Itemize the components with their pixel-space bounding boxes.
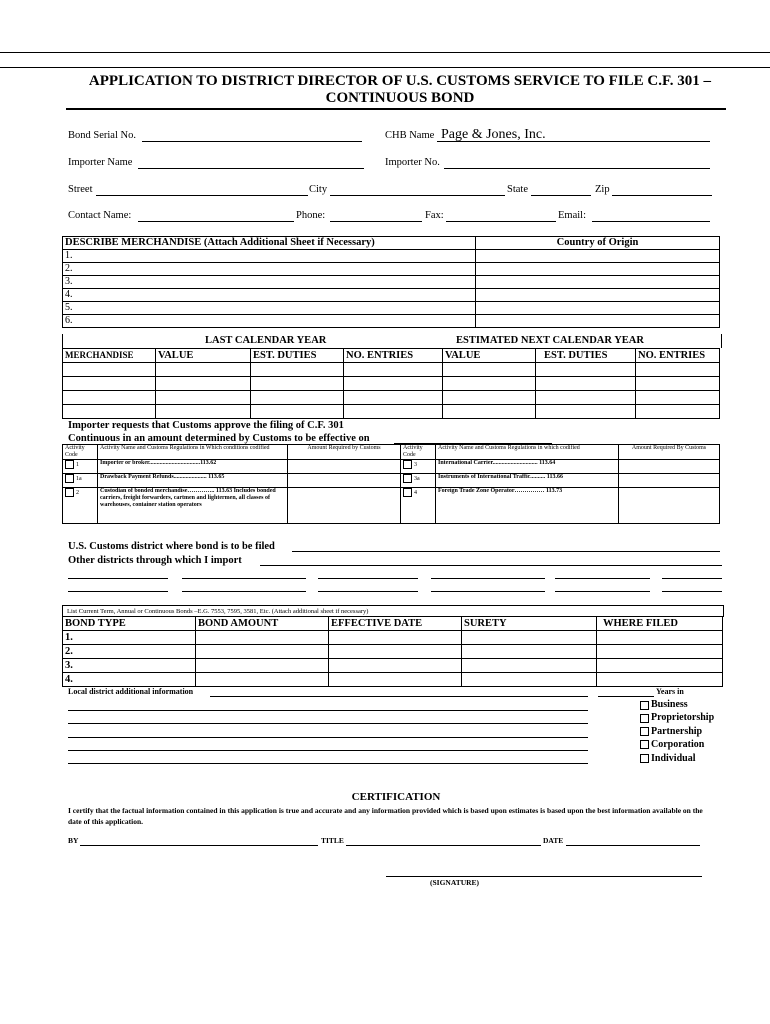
phone-field[interactable]: [330, 210, 422, 222]
last-year-label: LAST CALENDAR YEAR: [205, 335, 327, 346]
district-blank[interactable]: [555, 580, 650, 592]
local-info-line[interactable]: [68, 713, 588, 724]
origin-cell[interactable]: [476, 263, 720, 276]
act-h-name: Activity Name and Customs Regulations in Which conditions codified: [98, 445, 288, 460]
district-blank[interactable]: [68, 567, 168, 579]
chb-name-field[interactable]: [437, 128, 710, 142]
city-label: City: [309, 184, 328, 195]
email-label: Email:: [558, 210, 586, 221]
bond-cell[interactable]: [329, 631, 462, 645]
signature-field[interactable]: [386, 868, 702, 877]
importer-name-field[interactable]: [138, 157, 364, 169]
phone-label: Phone:: [296, 210, 326, 221]
district-blank[interactable]: [662, 567, 722, 579]
origin-cell[interactable]: [476, 302, 720, 315]
state-label: State: [507, 184, 528, 195]
bond-row[interactable]: 1.: [63, 631, 196, 645]
act-code[interactable]: 3: [401, 460, 436, 474]
history-cell[interactable]: [251, 377, 344, 391]
zip-field[interactable]: [612, 184, 712, 196]
district-blank[interactable]: [431, 580, 545, 592]
checkbox-icon: [640, 727, 649, 736]
act-name: Custodian of bonded merchandise………….. 113.63 Includes bonded carriers, freight forwarders, cartmen and lightermen, all classes of warehouses, container station operators: [98, 488, 288, 524]
bond-cell[interactable]: [462, 645, 597, 659]
history-cell[interactable]: [344, 377, 443, 391]
history-cell[interactable]: [251, 363, 344, 377]
act-code[interactable]: 4: [401, 488, 436, 524]
local-info-line[interactable]: [68, 753, 588, 764]
importer-no-label: Importer No.: [385, 157, 440, 168]
local-info-line[interactable]: [68, 740, 588, 751]
bond-row[interactable]: 3.: [63, 659, 196, 673]
street-field[interactable]: [96, 184, 308, 196]
act-amount[interactable]: [619, 488, 720, 524]
col-bond-type: BOND TYPE: [63, 617, 196, 631]
history-cell[interactable]: [636, 405, 720, 419]
business-type-checkbox[interactable]: Partnership: [640, 725, 714, 738]
title-label: TITLE: [321, 836, 344, 845]
bond-cell[interactable]: [462, 673, 597, 687]
district-blank[interactable]: [431, 567, 545, 579]
business-type-checkbox[interactable]: Corporation: [640, 738, 714, 751]
merchandise-row[interactable]: 2.: [63, 263, 476, 276]
bonds-note: List Current Term, Annual or Continuous Bonds –E.G. 7553, 7595, 3581, Etc. (Attach additional sheet if necessary): [62, 605, 724, 617]
certification-title: CERTIFICATION: [351, 791, 441, 803]
district-blank[interactable]: [318, 580, 418, 592]
effective-date-field[interactable]: [394, 432, 552, 444]
history-cell[interactable]: [156, 405, 251, 419]
importer-name-label: Importer Name: [68, 157, 133, 168]
zip-label: Zip: [595, 184, 610, 195]
act-code[interactable]: 1: [63, 460, 98, 474]
act-amount[interactable]: [288, 460, 401, 474]
act-name: Foreign Trade Zone Operator…………… 113.73: [436, 488, 619, 524]
by-label: BY: [68, 836, 79, 845]
col-est-duties-next: EST. DUTIES: [536, 349, 636, 363]
act-name: Instruments of International Traffic.......... 113.66: [436, 474, 619, 488]
bond-cell[interactable]: [329, 673, 462, 687]
local-info-line[interactable]: [68, 727, 588, 738]
checkbox-icon: [640, 740, 649, 749]
col-no-entries: NO. ENTRIES: [344, 349, 443, 363]
history-cell[interactable]: [636, 363, 720, 377]
history-cell[interactable]: [344, 405, 443, 419]
history-table: [62, 348, 720, 419]
bond-row[interactable]: 2.: [63, 645, 196, 659]
col-merchandise: MERCHANDISE: [63, 349, 156, 363]
checkbox-icon: [403, 474, 412, 483]
merchandise-row[interactable]: 5.: [63, 302, 476, 315]
col-surety: SURETY: [462, 617, 597, 631]
bond-cell[interactable]: [196, 673, 329, 687]
col-value: VALUE: [156, 349, 251, 363]
email-field[interactable]: [592, 210, 710, 222]
checkbox-icon: [403, 460, 412, 469]
checkbox-icon: [65, 460, 74, 469]
business-type-list: [640, 698, 714, 765]
checkbox-icon: [640, 754, 649, 763]
checkbox-icon: [65, 488, 74, 497]
history-cell[interactable]: [63, 405, 156, 419]
bond-cell[interactable]: [329, 645, 462, 659]
col-bond-amount: BOND AMOUNT: [196, 617, 329, 631]
district-filed-label: U.S. Customs district where bond is to be filed: [68, 541, 275, 552]
form-title: [60, 73, 740, 107]
history-cell[interactable]: [443, 363, 536, 377]
local-info-label: Local district additional information: [68, 687, 194, 696]
merchandise-table: [62, 236, 720, 328]
col-where-filed: WHERE FILED: [597, 617, 723, 631]
act-code[interactable]: 2: [63, 488, 98, 524]
bond-cell[interactable]: [462, 631, 597, 645]
business-type-checkbox[interactable]: Individual: [640, 752, 714, 765]
merchandise-row[interactable]: 3.: [63, 276, 476, 289]
local-info-line[interactable]: [68, 700, 588, 711]
col-value-next: VALUE: [443, 349, 536, 363]
act-name: International Carrier.............................. 113.64: [436, 460, 619, 474]
bond-cell[interactable]: [196, 645, 329, 659]
date-field[interactable]: [566, 836, 700, 846]
bonds-table: [62, 616, 723, 687]
bond-cell[interactable]: [597, 645, 723, 659]
history-cell[interactable]: [636, 391, 720, 405]
other-districts-field[interactable]: [260, 554, 722, 566]
fax-label: Fax:: [425, 210, 444, 221]
history-cell[interactable]: [536, 391, 636, 405]
origin-header: Country of Origin: [476, 237, 720, 250]
act-h-amount-2: Amount Required By Customs: [619, 445, 720, 460]
act-amount[interactable]: [619, 460, 720, 474]
merchandise-row[interactable]: 4.: [63, 289, 476, 302]
chb-name-label: CHB Name: [385, 130, 435, 141]
bond-cell[interactable]: [597, 659, 723, 673]
act-code[interactable]: 3a: [401, 474, 436, 488]
signature-label: (SIGNATURE): [430, 878, 480, 887]
request-line-1: Importer requests that Customs approve the filing of C.F. 301: [68, 420, 344, 431]
history-cell[interactable]: [156, 377, 251, 391]
origin-cell[interactable]: [476, 276, 720, 289]
history-cell[interactable]: [63, 391, 156, 405]
merchandise-header: DESCRIBE MERCHANDISE (Attach Additional Sheet if Necessary): [63, 237, 476, 250]
col-est-duties: EST. DUTIES: [251, 349, 344, 363]
history-cell[interactable]: [536, 377, 636, 391]
fax-field[interactable]: [446, 210, 556, 222]
bond-cell[interactable]: [597, 631, 723, 645]
act-amount[interactable]: [619, 474, 720, 488]
merchandise-row[interactable]: 1.: [63, 250, 476, 263]
street-label: Street: [68, 184, 93, 195]
chb-name-value: Page & Jones, Inc.: [441, 127, 546, 142]
checkbox-icon: [65, 474, 74, 483]
contact-name-label: Contact Name:: [68, 210, 132, 221]
district-blank[interactable]: [182, 580, 306, 592]
district-blank[interactable]: [318, 567, 418, 579]
history-cell[interactable]: [536, 405, 636, 419]
history-cell[interactable]: [636, 377, 720, 391]
district-blank[interactable]: [182, 567, 306, 579]
act-amount[interactable]: [288, 488, 401, 524]
years-label: Years in: [656, 687, 684, 696]
local-info-field[interactable]: [210, 687, 588, 697]
checkbox-icon[interactable]: [640, 701, 649, 710]
title-line-1: APPLICATION TO DISTRICT DIRECTOR OF U.S. CUSTOMS SERVICE TO FILE C.F. 301 –: [88, 73, 712, 89]
history-cell[interactable]: [443, 405, 536, 419]
certification-text: I certify that the factual information contained in this application is true and accurate and any information provided which is based upon estimates is based upon the best information available on the date of this application.: [68, 806, 703, 826]
next-year-label: ESTIMATED NEXT CALENDAR YEAR: [456, 335, 644, 346]
title-rule: [66, 108, 726, 110]
city-field[interactable]: [330, 184, 505, 196]
top-border: [0, 52, 770, 68]
other-districts-label: Other districts through which I import: [68, 555, 242, 566]
bond-serial-label: Bond Serial No.: [68, 130, 136, 141]
business-type-checkbox[interactable]: Business: [651, 699, 688, 710]
district-blank[interactable]: [662, 580, 722, 592]
history-cell[interactable]: [156, 391, 251, 405]
col-no-entries-next: NO. ENTRIES: [636, 349, 720, 363]
bond-serial-field[interactable]: [142, 130, 362, 142]
act-code[interactable]: 1a: [63, 474, 98, 488]
bond-cell[interactable]: [329, 659, 462, 673]
district-blank[interactable]: [555, 567, 650, 579]
history-cell[interactable]: [63, 363, 156, 377]
bond-cell[interactable]: [462, 659, 597, 673]
act-h-amount: Amount Required by Customs: [288, 445, 401, 460]
checkbox-icon: [640, 714, 649, 723]
origin-cell[interactable]: [476, 289, 720, 302]
act-h-code-2: Activity Code: [401, 445, 436, 460]
col-effective-date: EFFECTIVE DATE: [329, 617, 462, 631]
history-caption-row: [62, 334, 722, 348]
importer-no-field[interactable]: [444, 157, 710, 169]
bond-cell[interactable]: [196, 659, 329, 673]
district-filed-field[interactable]: [292, 540, 720, 552]
history-cell[interactable]: [251, 405, 344, 419]
act-name: Drawback Payment Refunds...................... 113.65: [98, 474, 288, 488]
history-cell[interactable]: [443, 391, 536, 405]
history-cell[interactable]: [156, 363, 251, 377]
history-cell[interactable]: [536, 363, 636, 377]
history-cell[interactable]: [344, 391, 443, 405]
act-h-name-2: Activity Name and Customs Regulations in which codified: [436, 445, 619, 460]
business-type-checkbox[interactable]: Proprietorship: [640, 711, 714, 724]
history-cell[interactable]: [344, 363, 443, 377]
history-cell[interactable]: [251, 391, 344, 405]
date-label: DATE: [543, 836, 564, 845]
contact-name-field[interactable]: [138, 210, 294, 222]
checkbox-icon: [403, 488, 412, 497]
act-name: Importer or broker..................................113.62: [98, 460, 288, 474]
request-line-2: Continuous in an amount determined by Customs to be effective on: [68, 433, 370, 444]
by-field[interactable]: [80, 836, 318, 846]
years-field[interactable]: [598, 687, 654, 697]
bond-cell[interactable]: [196, 631, 329, 645]
title-line-2: CONTINUOUS BOND: [325, 90, 475, 106]
origin-cell[interactable]: [476, 315, 720, 328]
act-h-code: Activity Code: [63, 445, 98, 460]
title-field[interactable]: [346, 836, 541, 846]
history-cell[interactable]: [63, 377, 156, 391]
history-cell[interactable]: [443, 377, 536, 391]
activity-table: [62, 444, 720, 524]
district-blank[interactable]: [68, 580, 168, 592]
bond-row[interactable]: 4.: [63, 673, 196, 687]
merchandise-row[interactable]: 6.: [63, 315, 476, 328]
state-field[interactable]: [531, 184, 591, 196]
act-amount[interactable]: [288, 474, 401, 488]
origin-cell[interactable]: [476, 250, 720, 263]
bond-cell[interactable]: [597, 673, 723, 687]
